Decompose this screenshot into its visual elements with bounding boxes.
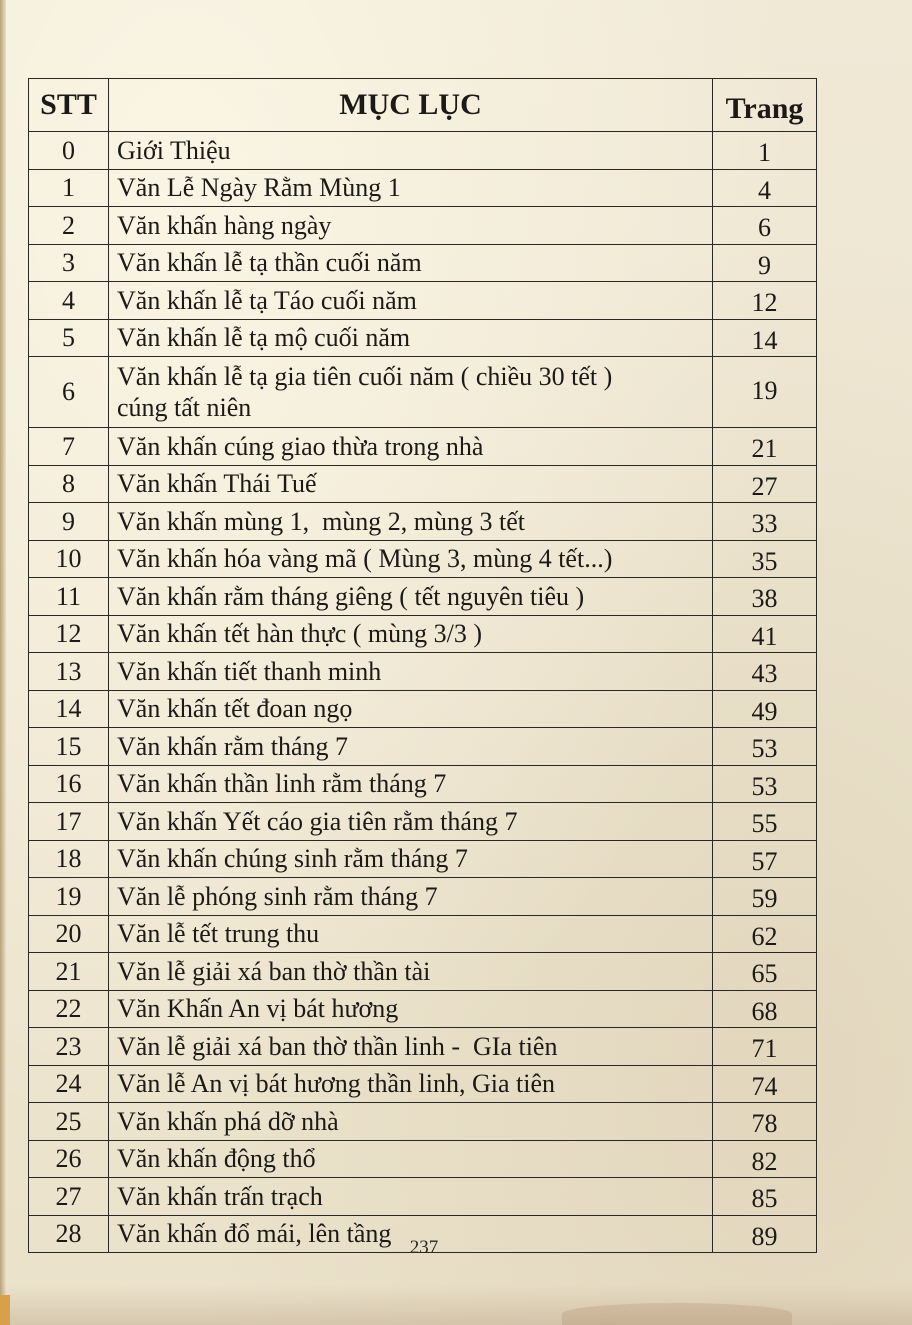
row-title-line-1: Văn khấn lễ tạ gia tiên cuối năm ( chiều 30 tết ) (117, 361, 613, 391)
table-row (29, 357, 817, 428)
table-row (29, 690, 817, 728)
row-number: 20 (29, 915, 109, 953)
table-row (29, 319, 817, 357)
row-page: 27 (713, 465, 817, 503)
row-title: Văn lễ phóng sinh rằm tháng 7 (109, 878, 713, 916)
row-title: Văn Lễ Ngày Rằm Mùng 1 (109, 169, 713, 207)
row-number: 5 (29, 319, 109, 357)
table-row (29, 1065, 817, 1103)
table-row (29, 728, 817, 766)
row-title: Văn khấn rằm tháng 7 (109, 728, 713, 766)
row-title: Văn lễ An vị bát hương thần linh, Gia tiên (109, 1065, 713, 1103)
row-page: 71 (713, 1028, 817, 1066)
row-number: 3 (29, 244, 109, 282)
row-page: 4 (713, 169, 817, 207)
row-page: 49 (713, 690, 817, 728)
row-page: 12 (713, 282, 817, 320)
row-title: Văn khấn hàng ngày (109, 207, 713, 245)
row-title: Văn khấn Thái Tuế (109, 465, 713, 503)
table-of-contents (28, 78, 817, 1253)
book-cover-corner (0, 1295, 10, 1325)
row-number: 4 (29, 282, 109, 320)
row-page: 62 (713, 915, 817, 953)
table-row (29, 615, 817, 653)
row-title: Văn khấn hóa vàng mã ( Mùng 3, mùng 4 tết...) (109, 540, 713, 578)
row-page: 55 (713, 803, 817, 841)
row-number: 2 (29, 207, 109, 245)
row-title: Văn khấn rằm tháng giêng ( tết nguyên tiêu ) (109, 578, 713, 616)
row-number: 24 (29, 1065, 109, 1103)
row-page: 21 (713, 428, 817, 466)
row-number: 23 (29, 1028, 109, 1066)
row-page: 33 (713, 503, 817, 541)
table-row (29, 915, 817, 953)
row-title: Văn khấn động thổ (109, 1140, 713, 1178)
row-title: Văn khấn lễ tạ Táo cuối năm (109, 282, 713, 320)
row-number: 21 (29, 953, 109, 991)
row-title: Văn khấn mùng 1, mùng 2, mùng 3 tết (109, 503, 713, 541)
row-title: Văn khấn Yết cáo gia tiên rằm tháng 7 (109, 803, 713, 841)
bottom-shadow (0, 1285, 912, 1325)
row-page: 35 (713, 540, 817, 578)
row-number: 6 (29, 357, 109, 428)
table-row (29, 1103, 817, 1141)
row-page: 38 (713, 578, 817, 616)
table-row (29, 878, 817, 916)
table-row (29, 244, 817, 282)
row-number: 12 (29, 615, 109, 653)
header-title: MỤC LỤC (109, 79, 713, 132)
table-row (29, 503, 817, 541)
row-page: 6 (713, 207, 817, 245)
row-title (109, 357, 713, 428)
row-page: 59 (713, 878, 817, 916)
row-number: 14 (29, 690, 109, 728)
row-page: 9 (713, 244, 817, 282)
table-row (29, 540, 817, 578)
row-title: Văn khấn đổ mái, lên tầng (109, 1215, 713, 1253)
row-title: Văn khấn phá dỡ nhà (109, 1103, 713, 1141)
row-number: 28 (29, 1215, 109, 1253)
row-number: 1 (29, 169, 109, 207)
row-number: 19 (29, 878, 109, 916)
row-page: 53 (713, 765, 817, 803)
table-header-row (29, 79, 817, 132)
table-row (29, 282, 817, 320)
row-page: 43 (713, 653, 817, 691)
table-row (29, 840, 817, 878)
row-number: 15 (29, 728, 109, 766)
table-row (29, 465, 817, 503)
row-number: 11 (29, 578, 109, 616)
row-title: Văn khấn cúng giao thừa trong nhà (109, 428, 713, 466)
row-page: 89 (713, 1215, 817, 1253)
table-row (29, 169, 817, 207)
row-title: Văn lễ giải xá ban thờ thần linh - GIa tiên (109, 1028, 713, 1066)
page-number: 237 (409, 1237, 439, 1258)
row-number: 16 (29, 765, 109, 803)
table-row (29, 653, 817, 691)
table-row (29, 132, 817, 170)
row-page: 19 (713, 357, 817, 428)
table-row (29, 803, 817, 841)
row-number: 17 (29, 803, 109, 841)
row-page: 14 (713, 319, 817, 357)
row-title: Văn khấn lễ tạ mộ cuối năm (109, 319, 713, 357)
row-title: Văn lễ tết trung thu (109, 915, 713, 953)
row-title: Văn Khấn An vị bát hương (109, 990, 713, 1028)
row-number: 10 (29, 540, 109, 578)
row-title: Văn khấn thần linh rằm tháng 7 (109, 765, 713, 803)
table-row (29, 765, 817, 803)
row-page: 74 (713, 1065, 817, 1103)
row-page: 57 (713, 840, 817, 878)
table-row (29, 1140, 817, 1178)
row-number: 9 (29, 503, 109, 541)
row-title: Văn khấn tết hàn thực ( mùng 3/3 ) (109, 615, 713, 653)
table-row (29, 1028, 817, 1066)
row-page: 1 (713, 132, 817, 170)
row-page: 41 (713, 615, 817, 653)
row-title: Văn khấn chúng sinh rằm tháng 7 (109, 840, 713, 878)
row-number: 22 (29, 990, 109, 1028)
row-number: 27 (29, 1178, 109, 1216)
row-title: Văn khấn lễ tạ thần cuối năm (109, 244, 713, 282)
header-page: Trang (713, 79, 817, 132)
table-row (29, 428, 817, 466)
table-row (29, 207, 817, 245)
row-page: 65 (713, 953, 817, 991)
row-number: 8 (29, 465, 109, 503)
row-title-line-2: cúng tất niên (117, 393, 252, 422)
table-row (29, 990, 817, 1028)
table-row (29, 578, 817, 616)
row-page: 85 (713, 1178, 817, 1216)
row-page: 78 (713, 1103, 817, 1141)
row-number: 25 (29, 1103, 109, 1141)
row-title: Giới Thiệu (109, 132, 713, 170)
row-title: Văn lễ giải xá ban thờ thần tài (109, 953, 713, 991)
row-number: 0 (29, 132, 109, 170)
row-number: 7 (29, 428, 109, 466)
row-page: 82 (713, 1140, 817, 1178)
row-page: 68 (713, 990, 817, 1028)
table-row (29, 953, 817, 991)
row-title: Văn khấn trấn trạch (109, 1178, 713, 1216)
row-title: Văn khấn tết đoan ngọ (109, 690, 713, 728)
row-number: 26 (29, 1140, 109, 1178)
header-stt: STT (29, 79, 109, 132)
page-edge (0, 0, 6, 1325)
row-page: 53 (713, 728, 817, 766)
row-number: 18 (29, 840, 109, 878)
row-number: 13 (29, 653, 109, 691)
table-row (29, 1178, 817, 1216)
row-title: Văn khấn tiết thanh minh (109, 653, 713, 691)
